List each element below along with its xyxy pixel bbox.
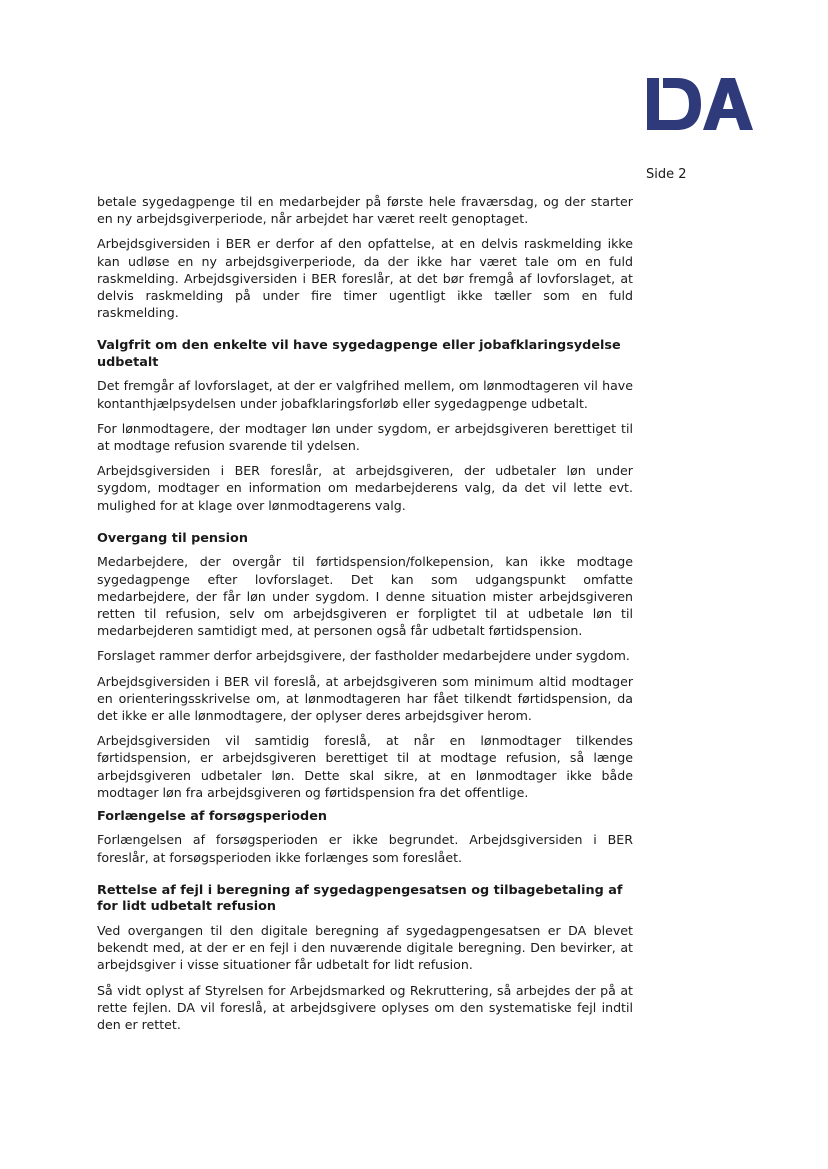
paragraph: For lønmodtagere, der modtager løn under sygdom, er arbejdsgiveren berettiget til at modtage refusion svarende til ydelsen. bbox=[97, 420, 633, 454]
da-logo bbox=[645, 72, 755, 134]
paragraph: Medarbejdere, der overgår til førtidspension/folkepension, kan ikke modtage sygedagpenge efter lovforslaget. Det kan som udgangspunkt omfatte medarbejdere, der får løn under sygdom. I denne situation mister arbejdsgiveren retten til refusion, selv om arbejdsgiveren er forpligtet til at udbetale løn til medarbejderen samtidigt med, at personen også får udbetalt førtidspension. bbox=[97, 554, 633, 639]
paragraph: Arbejdsgiversiden i BER er derfor af den opfattelse, at en delvis raskmelding ikke kan udløse en ny arbejdsgiverperiode, da der ikke har været tale om en fuld raskmelding. Arbejdsgiversiden i BER foreslår, at det bør fremgå af lovforslaget, at delvis raskmelding på under fire timer ugentligt ikke tæller som en fuld raskmelding. bbox=[97, 236, 633, 321]
section-heading: Overgang til pension bbox=[97, 530, 248, 546]
paragraph: Ved overgangen til den digitale beregning af sygedagpengesatsen er DA blevet bekendt med, at der er en fejl i den nuværende digitale beregning. Den bevirker, at arbejdsgiver i visse situationer får udbetalt for lidt refusion. bbox=[97, 922, 633, 973]
document-body bbox=[97, 193, 633, 1041]
paragraph: Arbejdsgiversiden i BER foreslår, at arbejdsgiveren, der udbetaler løn under sygdom, modtager en information om medarbejderens valg, da det vil lette evt. mulighed for at klage over lønmodtagerens valg. bbox=[97, 463, 633, 513]
section-heading: Rettelse af fejl i beregning af sygedagpengesatsen og tilbagebetaling af for lidt udbetalt refusion bbox=[97, 882, 623, 915]
paragraph: Så vidt oplyst af Styrelsen for Arbejdsmarked og Rekruttering, så arbejdes der på at rette fejlen. DA vil foreslå, at arbejdsgivere oplyses om den systematiske fejl indtil den er rettet. bbox=[97, 982, 633, 1032]
paragraph: Forlængelsen af forsøgsperioden er ikke begrundet. Arbejdsgiversiden i BER foreslår, at forsøgsperioden ikke forlænges som foreslået. bbox=[97, 832, 633, 865]
paragraph: betale sygedagpenge til en medarbejder på første hele fraværsdag, og der starter en ny arbejdsgiverperiode, når arbejdet har været reelt genoptaget. bbox=[97, 194, 633, 227]
page-number: Side 2 bbox=[646, 167, 687, 182]
section-heading: Valgfrit om den enkelte vil have sygedagpenge eller jobafklaringsydelse udbetalt bbox=[97, 338, 621, 370]
paragraph: Arbejdsgiversiden i BER vil foreslå, at arbejdsgiveren som minimum altid modtager en orienteringsskrivelse om, at lønmodtageren har fået tilkendt førtidspension, da det ikke er alle lønmodtagere, der oplyser deres arbejdsgiver herom. bbox=[97, 673, 633, 723]
section-heading: Forlængelse af forsøgsperioden bbox=[97, 808, 328, 824]
paragraph: Forslaget rammer derfor arbejdsgivere, der fastholder medarbejdere under sygdom. bbox=[97, 648, 630, 664]
paragraph: Arbejdsgiversiden vil samtidig foreslå, at når en lønmodtager tilkendes førtidspension, er arbejdsgiveren berettiget til at modtage refusion, så længe arbejdsgiveren udbetaler løn. Dette skal sikre, at en lønmodtager ikke både modtager løn fra arbejdsgiveren og førtidspension fra det offentlige. bbox=[97, 733, 633, 800]
paragraph: Det fremgår af lovforslaget, at der er valgfrihed mellem, om lønmodtageren vil have kontanthjælpsydelsen under jobafklaringsforløb eller sygedagpenge udbetalt. bbox=[97, 378, 633, 411]
